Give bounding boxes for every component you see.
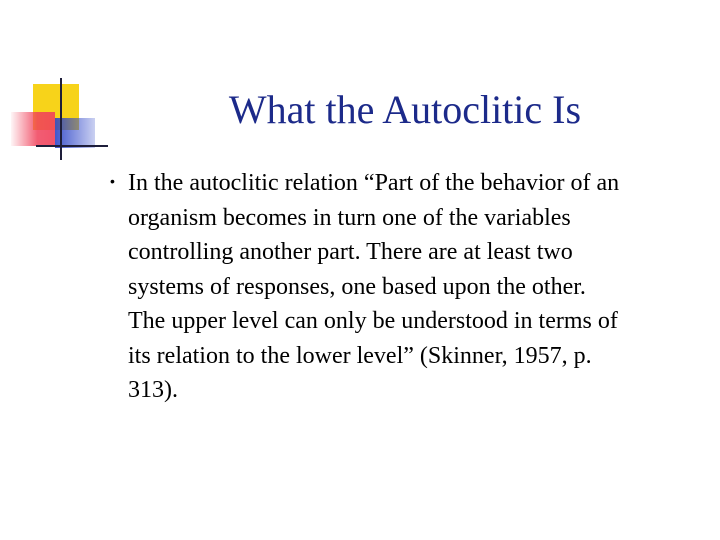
red-square [11, 112, 55, 146]
bullet-text: In the autoclitic relation “Part of the behavior of an organism becomes in turn one of the variables controlling another part. There are at least two systems of responses, one based upon the other. The upper level can only be understood in terms of its relation to the lower level” (Skinner, 1957, p. 313). [128, 170, 620, 403]
decorative-squares-graphic [0, 0, 110, 170]
bullet-marker: • [110, 173, 115, 189]
bullet-list [110, 166, 710, 408]
bullet-item [110, 166, 710, 408]
slide-title: What the Autoclitic Is [228, 87, 582, 132]
